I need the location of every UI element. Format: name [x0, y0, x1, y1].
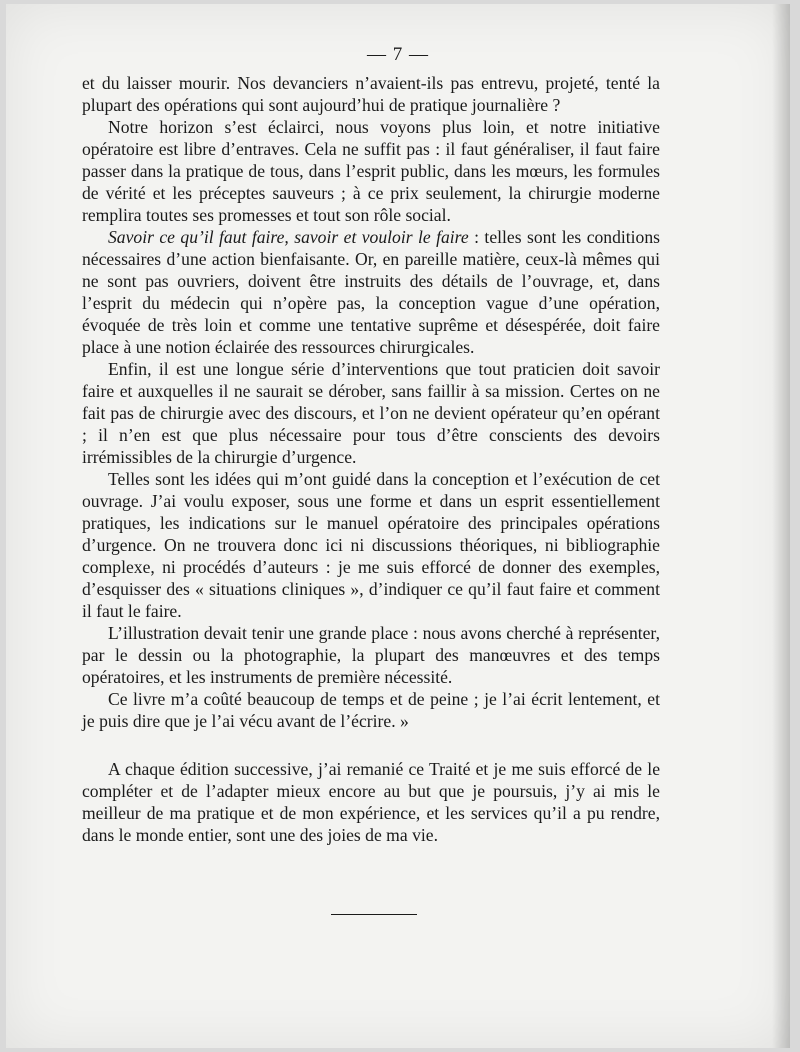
paragraph-5: Telles sont les idées qui m’ont guidé dans la conception et l’exécution de cet ouvrage. J’ai voulu exposer, sous une forme et dans un esprit essentiellement pratiques, les indications sur le manuel opératoire des principales opérations d’urgence. On ne trouvera donc ici ni discussions théoriques, ni bibliographie complexe, ni procédés d’auteurs : je me suis efforcé de donner des exemples, d’esquisser des « situations cliniques », d’indiquer ce qu’il faut faire et comment il faut le faire. — [82, 469, 660, 621]
paragraph-3-text: : telles sont les conditions nécessaires d’une action bienfaisante. Or, en pareille matière, ceux-là mêmes qui ne sont pas ouvriers, doivent être instruits des détails de l’ouvrage, et, dans l’esprit du médecin qui n’opère pas, la conception vague d’une opération, évoquée de très loin et comme une tentative suprême et désespérée, doit faire place à une notion éclairée des ressources chirurgicales. — [82, 227, 661, 357]
paragraph-2: Notre horizon s’est éclairci, nous voyons plus loin, et notre initiative opératoire est libre d’entraves. Cela ne suffit pas : il faut généraliser, il faut faire passer dans la pratique de tous, dans l’esprit public, dans les mœurs, les formules de vérité et les préceptes sauveurs ; à ce prix seulement, la chirurgie moderne remplira toutes ses promesses et tout son rôle social. — [82, 117, 660, 225]
paragraph-8: A chaque édition successive, j’ai remanié ce Traité et je me suis efforcé de le compléter et de l’adapter mieux encore au but que je poursuis, j’y ai mis le meilleur de ma pratique et de mon expérience, et les services qu’il a pu rendre, dans le monde entier, sont une des joies de ma vie. — [82, 759, 660, 845]
paragraph-1: et du laisser mourir. Nos devanciers n’avaient-ils pas entrevu, projeté, tenté la plupart des opérations qui sont aujourd’hui de pratique journalière ? — [82, 73, 660, 115]
paragraph-4: Enfin, il est une longue série d’interventions que tout praticien doit savoir faire et auxquelles il ne saurait se dérober, sans faillir à sa mission. Certes on ne fait pas de chirurgie avec des discours, et l’on ne devient opérateur qu’en opérant ; il n’en est que plus nécessaire pour tous d’être conscients des devoirs irrémissibles de la chirurgie d’urgence. — [82, 359, 660, 467]
book-page — [6, 4, 790, 1048]
closing-rule — [331, 914, 417, 915]
page-edge-shadow — [772, 4, 790, 1048]
paragraph-7: Ce livre m’a coûté beaucoup de temps et de peine ; je l’ai écrit lentement, et je puis dire que je l’ai vécu avant de l’écrire. » — [82, 689, 660, 731]
paragraph-3 — [82, 226, 660, 358]
body-text — [82, 72, 660, 846]
italic-lead: Savoir ce qu’il faut faire, savoir et vouloir le faire — [108, 227, 469, 247]
paragraph-6: L’illustration devait tenir une grande place : nous avons cherché à représenter, par le dessin ou la photographie, la plupart des manœuvres et des temps opératoires, et les instruments de première nécessité. — [82, 623, 660, 687]
page-number: — 7 — — [367, 44, 429, 65]
